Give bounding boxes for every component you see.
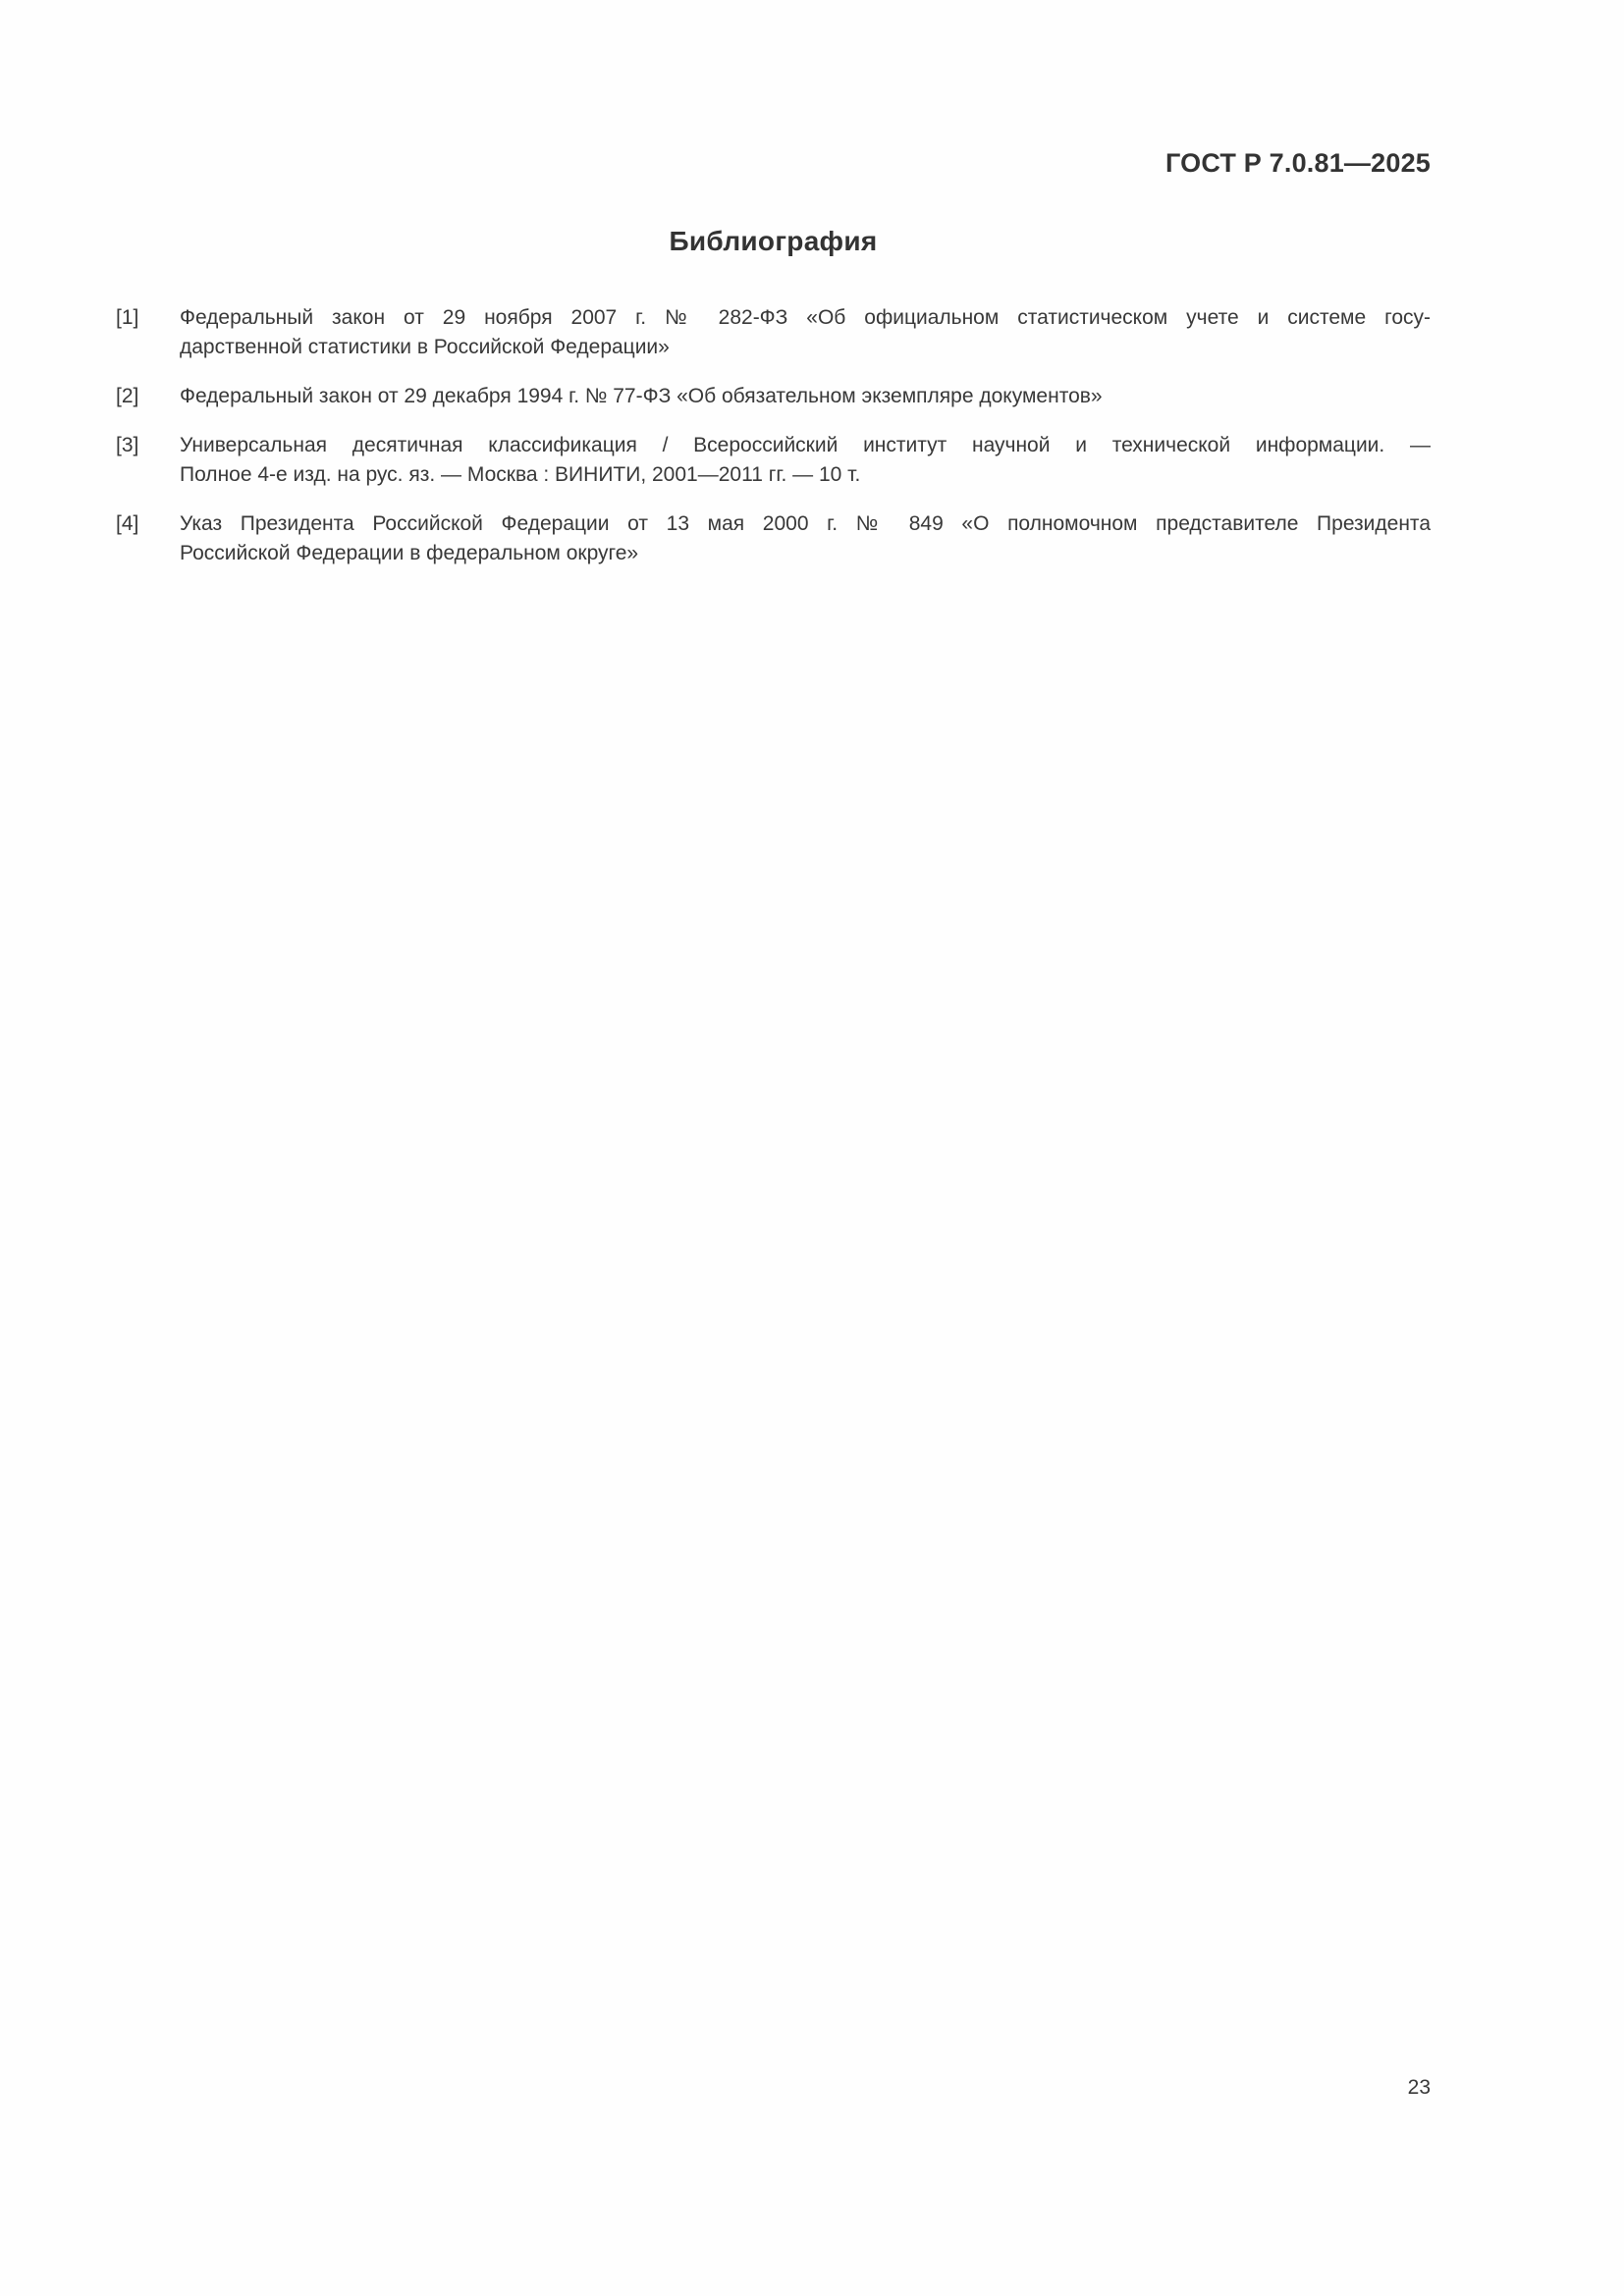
page-title: Библиография — [669, 226, 878, 256]
entry-number: [2] — [116, 385, 139, 407]
entry-number: [4] — [116, 512, 139, 535]
entry-number: [1] — [116, 306, 139, 329]
page-number: 23 — [1407, 2076, 1431, 2099]
bibliography-entry — [116, 509, 1431, 568]
entry-number: [3] — [116, 434, 139, 456]
entry-text — [180, 382, 1431, 411]
bibliography-entry — [116, 431, 1431, 490]
entry-text — [180, 303, 1431, 362]
entry-text-line: Федеральный закон от 29 ноября 2007 г. № 282-ФЗ «Об официальном статистическом учете и системе госу- — [180, 306, 1431, 329]
entry-text-line: Универсальная десятичная классификация / Всероссийский институт научной и технической информации. — — [180, 434, 1431, 456]
entry-text — [180, 509, 1431, 568]
entry-text-line: Полное 4-е изд. на рус. яз. — Москва : ВИНИТИ, 2001—2011 гг. — 10 т. — [180, 463, 861, 486]
entry-text — [180, 431, 1431, 490]
bibliography-entry — [116, 382, 1431, 411]
entry-text-line: Указ Президента Российской Федерации от 13 мая 2000 г. № 849 «О полномочном представителе Президента — [180, 512, 1431, 535]
entry-text-line: Федеральный закон от 29 декабря 1994 г. № 77-ФЗ «Об обязательном экземпляре документов» — [180, 385, 1103, 407]
entry-text-line: Российской Федерации в федеральном округе» — [180, 542, 639, 564]
entry-text-line: дарственной статистики в Российской Федерации» — [180, 336, 670, 358]
bibliography-list — [116, 303, 1431, 568]
page-content — [116, 147, 1431, 568]
document-code: ГОСТ Р 7.0.81—2025 — [1164, 148, 1431, 178]
bibliography-entry — [116, 303, 1431, 362]
